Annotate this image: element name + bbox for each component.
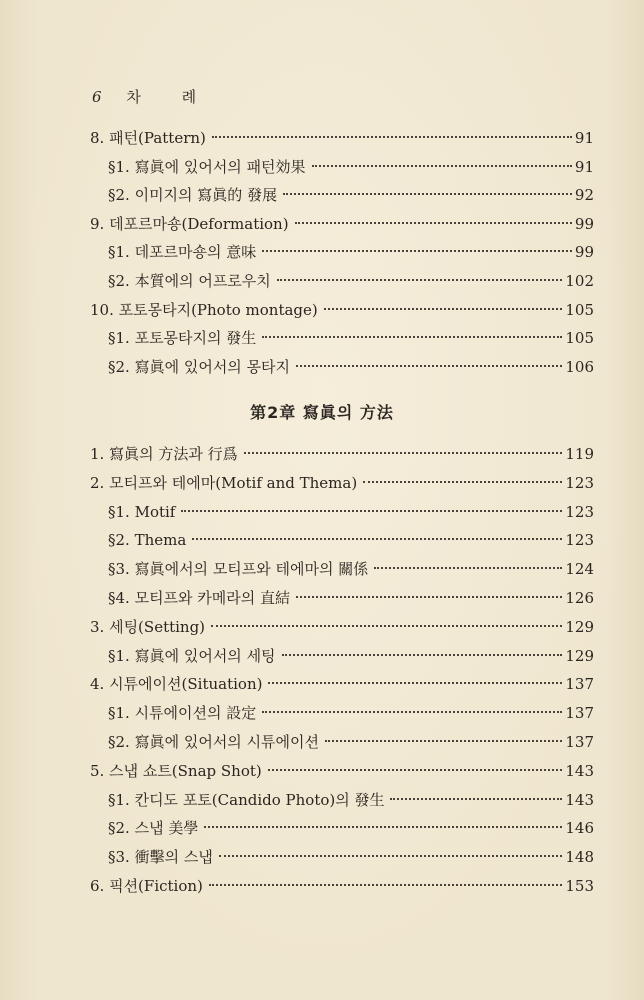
toc-entry-label: §2. Thema xyxy=(108,531,187,550)
toc-entry-label: §2. 寫眞에 있어서의 몽타지 xyxy=(108,357,291,376)
toc-subentry xyxy=(108,155,594,179)
toc-entry-label: §1. 寫眞에 있어서의 세팅 xyxy=(108,646,276,665)
dot-leader xyxy=(262,336,562,338)
toc-entry xyxy=(90,759,594,783)
toc-page-number: 124 xyxy=(565,560,594,579)
toc-entry xyxy=(90,442,594,466)
toc-entry xyxy=(90,874,594,898)
toc-subentry xyxy=(108,355,594,379)
toc-page-number: 102 xyxy=(565,272,594,290)
dot-leader xyxy=(268,769,563,771)
header-title: 차 례 xyxy=(126,88,215,106)
toc-page-number: 137 xyxy=(565,733,594,751)
toc-page-number: 123 xyxy=(565,531,594,550)
toc-subentry xyxy=(108,644,594,668)
toc-subentry xyxy=(108,701,594,725)
toc-entry-label: 2. 모티프와 테에마(Motif and Thema) xyxy=(90,473,358,492)
toc-subentry xyxy=(108,500,594,524)
toc-page-number: 123 xyxy=(565,473,594,492)
dot-leader xyxy=(262,250,572,252)
dot-leader xyxy=(324,308,563,310)
toc-page-number: 148 xyxy=(565,848,594,867)
toc-page-number: 129 xyxy=(565,646,594,665)
dot-leader xyxy=(204,826,562,828)
dot-leader xyxy=(363,481,562,483)
dot-leader xyxy=(374,567,562,569)
toc-entry xyxy=(90,298,594,322)
toc-entry-label: §2. 이미지의 寫眞的 發展 xyxy=(108,186,278,205)
toc-entry-label: §1. 칸디도 포토(Candido Photo)의 發生 xyxy=(108,790,385,809)
toc-entry xyxy=(90,672,594,696)
chapter-title: 第2章 寫眞의 方法 xyxy=(250,403,394,422)
toc-entry-label: 6. 픽션(Fiction) xyxy=(90,877,203,895)
toc-subentry xyxy=(108,845,594,869)
toc-page-number: 137 xyxy=(565,675,594,694)
toc-entry xyxy=(90,471,594,495)
toc-entry-label: §1. 寫眞에 있어서의 패턴効果 xyxy=(108,157,306,176)
toc-entry-label: 5. 스냅 쇼트(Snap Shot) xyxy=(90,761,262,780)
toc-page-number: 105 xyxy=(565,300,594,319)
dot-leader xyxy=(296,596,562,598)
toc-entry-label: §2. 本質에의 어프로우치 xyxy=(108,272,271,290)
toc-entry-label: §1. 데포르마숑의 意味 xyxy=(108,243,257,262)
dot-leader xyxy=(181,510,562,512)
toc-page-number: 129 xyxy=(565,617,594,636)
dot-leader xyxy=(277,279,563,281)
toc-page-number: 105 xyxy=(565,329,594,348)
toc-page-number: 106 xyxy=(565,357,594,376)
chapter-heading xyxy=(0,400,644,423)
toc-entry-label: 1. 寫眞의 方法과 行爲 xyxy=(90,445,238,463)
toc-entry xyxy=(90,615,594,639)
toc-subentry xyxy=(108,730,594,754)
dot-leader xyxy=(209,884,562,886)
toc-page-number: 99 xyxy=(574,243,594,262)
toc-page-number: 137 xyxy=(565,704,594,723)
dot-leader xyxy=(312,165,572,167)
dot-leader xyxy=(283,193,572,195)
toc-entry xyxy=(90,212,594,236)
dot-leader xyxy=(296,365,562,367)
toc-entry-label: §4. 모티프와 카메라의 直結 xyxy=(108,589,291,607)
toc-page-number: 123 xyxy=(565,502,594,521)
page-number: 6 xyxy=(92,88,104,106)
toc-entry-label: 10. 포토몽타지(Photo montage) xyxy=(90,300,318,319)
running-header xyxy=(92,86,214,107)
toc-subentry xyxy=(108,240,594,264)
toc-entry-label: 3. 세팅(Setting) xyxy=(90,617,206,636)
toc-entry-label: §2. 스냅 美學 xyxy=(108,819,199,838)
toc-entry-label: §1. 시튜에이션의 設定 xyxy=(108,704,257,723)
toc-entry xyxy=(90,126,594,150)
toc-entry-label: 9. 데포르마숑(Deformation) xyxy=(90,214,289,233)
toc-entry-label: §3. 衝擊의 스냅 xyxy=(108,848,213,867)
toc-page-number: 126 xyxy=(565,589,594,607)
dot-leader xyxy=(262,711,562,713)
toc-page-number: 99 xyxy=(574,214,594,233)
dot-leader xyxy=(219,855,563,857)
dot-leader xyxy=(295,222,572,224)
dot-leader xyxy=(282,654,563,656)
toc-page-number: 92 xyxy=(574,186,594,205)
toc-subentry xyxy=(108,586,594,610)
toc-subentry xyxy=(108,557,594,581)
dot-leader xyxy=(211,625,562,627)
toc-subentry xyxy=(108,816,594,840)
toc-page-number: 143 xyxy=(565,790,594,809)
toc-entry-label: §1. 포토몽타지의 發生 xyxy=(108,329,257,348)
toc-subentry xyxy=(108,183,594,207)
toc-entry-label: §1. Motif xyxy=(108,502,176,521)
toc-page-number: 143 xyxy=(565,761,594,780)
dot-leader xyxy=(244,452,563,454)
toc-page-number: 91 xyxy=(574,157,594,176)
toc-page-number: 119 xyxy=(565,445,594,463)
toc-page-number: 153 xyxy=(565,877,594,895)
toc-page-number: 146 xyxy=(565,819,594,838)
toc-entry-label: 4. 시튜에이션(Situation) xyxy=(90,675,263,694)
toc-entry-label: §2. 寫眞에 있어서의 시튜에이션 xyxy=(108,733,320,751)
toc-subentry xyxy=(108,788,594,812)
toc-page-number: 91 xyxy=(574,129,594,147)
toc-subentry xyxy=(108,528,594,552)
toc-subentry xyxy=(108,269,594,293)
dot-leader xyxy=(192,538,562,540)
toc-entry-label: §3. 寫眞에서의 모티프와 테에마의 關係 xyxy=(108,560,369,579)
dot-leader xyxy=(390,798,562,800)
toc-subentry xyxy=(108,326,594,350)
toc-entry-label: 8. 패턴(Pattern) xyxy=(90,129,206,147)
dot-leader xyxy=(325,740,562,742)
dot-leader xyxy=(212,136,572,138)
dot-leader xyxy=(268,682,562,684)
